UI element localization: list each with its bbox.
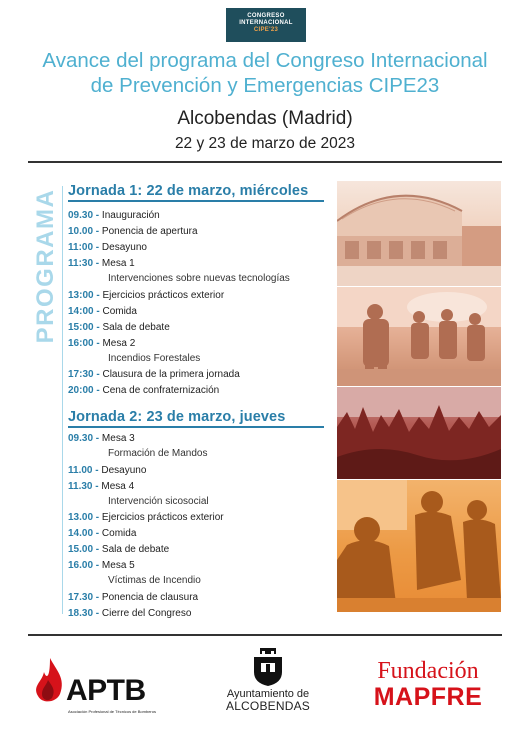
schedule-time: 10.00 <box>68 226 94 237</box>
schedule-activity: Comida <box>102 305 137 317</box>
schedule-item <box>68 606 336 622</box>
schedule-time: 16.00 <box>68 560 94 571</box>
schedule-activity: Desayuno <box>101 242 147 253</box>
schedule-time: 09.30 <box>68 433 94 444</box>
aptb-subtitle: Asociación Profesional de Técnicos de Bomberos <box>68 709 156 714</box>
schedule-separator: - <box>92 480 102 492</box>
aptb-name: APTB <box>66 674 146 707</box>
forest-fire-photo <box>337 387 501 479</box>
schedule-separator: - <box>93 226 102 237</box>
schedule-activity: Sala de debate <box>101 544 170 555</box>
schedule-time: 14.00 <box>68 528 94 539</box>
schedule-separator: - <box>93 210 102 221</box>
schedule-item <box>68 542 336 558</box>
schedule-time: 16:00 <box>68 337 94 349</box>
schedule-time: 17.30 <box>68 591 94 603</box>
title-line2: de Prevención y Emergencias CIPE23 <box>90 74 440 97</box>
schedule-item <box>68 336 336 352</box>
schedule-time: 11:30 <box>68 258 94 269</box>
schedule-time: 13:00 <box>68 289 94 301</box>
schedule-activity: Ponencia de clausura <box>101 591 199 603</box>
schedule-time: 09.30 <box>68 210 94 221</box>
schedule-time: 18.30 <box>68 607 94 619</box>
top-divider <box>28 161 502 163</box>
schedule-item <box>68 463 336 479</box>
schedule-item <box>68 208 336 224</box>
title-line1: Avance del programa del Congreso Internacional <box>42 49 488 72</box>
fundacion-mapfre-logo <box>348 658 508 710</box>
schedule-activity: Ejercicios prácticos exterior <box>102 289 225 301</box>
schedule-item <box>68 367 336 383</box>
schedule-separator: - <box>93 337 103 349</box>
badge-line2: INTERNACIONAL <box>239 20 293 26</box>
schedule-separator: - <box>92 464 102 476</box>
aptb-flame-icon <box>30 656 70 706</box>
schedule-item <box>68 288 336 304</box>
schedule-separator: - <box>93 607 102 619</box>
schedule-item <box>68 558 336 574</box>
mapfre-line2: MAPFRE <box>373 683 483 711</box>
schedule-separator: - <box>93 385 103 396</box>
alcobendas-line2: ALCOBENDAS <box>225 699 311 713</box>
day2-underline <box>68 426 324 428</box>
building-photo <box>337 181 501 286</box>
mapfre-line1: Fundación <box>377 658 479 684</box>
schedule-time: 17:30 <box>68 369 94 380</box>
schedule-separator: - <box>93 528 102 539</box>
schedule-item <box>68 256 336 272</box>
rescue-photo <box>337 480 501 612</box>
schedule-item <box>68 304 336 320</box>
side-label <box>34 186 58 346</box>
schedule-time: 15:00 <box>68 321 94 333</box>
schedule-subtitle: Víctimas de Incendio <box>108 575 201 586</box>
alcobendas-line1: Ayuntamiento de <box>226 688 310 700</box>
schedule-separator: - <box>93 544 102 555</box>
schedule-activity: Mesa 4 <box>101 480 135 492</box>
schedule-separator: - <box>93 560 102 571</box>
schedule-time: 20:00 <box>68 385 94 396</box>
schedule-separator: - <box>93 433 102 444</box>
alcobendas-logo <box>218 648 318 720</box>
firefighters-photo <box>337 287 501 386</box>
day2-title: Jornada 2: 23 de marzo, jueves <box>68 409 286 425</box>
schedule-item <box>68 526 336 542</box>
day1-schedule <box>68 208 336 399</box>
schedule-activity: Ponencia de apertura <box>101 226 198 237</box>
schedule-activity: Mesa 2 <box>102 337 136 349</box>
page-title <box>0 48 530 98</box>
schedule-item <box>68 320 336 336</box>
schedule-item <box>68 590 336 606</box>
schedule-subtitle: Intervenciones sobre nuevas tecnologías <box>108 273 290 284</box>
bottom-divider <box>28 634 502 636</box>
side-label-text: PROGRAMA <box>32 188 59 344</box>
badge-line3: CIPE'23 <box>253 27 279 33</box>
day2-schedule <box>68 431 336 622</box>
day1-underline <box>68 200 324 202</box>
schedule-separator: - <box>93 369 103 380</box>
congress-badge <box>226 8 306 42</box>
schedule-item <box>68 510 336 526</box>
schedule-time: 15.00 <box>68 544 94 555</box>
schedule-item <box>68 240 336 256</box>
schedule-item <box>68 224 336 240</box>
schedule-activity: Desayuno <box>101 464 147 476</box>
schedule-activity: Inauguración <box>101 210 160 221</box>
schedule-activity: Mesa 1 <box>101 258 135 269</box>
event-dates: 22 y 23 de marzo de 2023 <box>174 135 356 152</box>
aptb-logo <box>30 656 180 716</box>
event-city: Alcobendas (Madrid) <box>177 108 353 129</box>
schedule-separator: - <box>93 512 102 523</box>
schedule-time: 13.00 <box>68 512 94 523</box>
side-divider <box>62 186 63 614</box>
day1-title: Jornada 1: 22 de marzo, miércoles <box>68 183 309 199</box>
schedule-item <box>68 383 336 399</box>
schedule-item <box>68 479 336 495</box>
crest-icon <box>251 648 285 686</box>
schedule-separator: - <box>93 258 102 269</box>
schedule-activity: Cierre del Congreso <box>101 607 192 619</box>
schedule-subtitle: Intervención sicosocial <box>108 495 209 507</box>
schedule-separator: - <box>93 305 103 317</box>
schedule-subtitle: Formación de Mandos <box>108 448 208 459</box>
schedule-activity: Ejercicios prácticos exterior <box>101 512 224 523</box>
schedule-activity: Mesa 5 <box>101 560 135 571</box>
schedule-separator: - <box>93 289 103 301</box>
schedule-activity: Mesa 3 <box>101 433 135 444</box>
schedule-activity: Sala de debate <box>102 321 170 333</box>
schedule-time: 11:00 <box>68 242 94 253</box>
schedule-separator: - <box>93 591 102 603</box>
schedule-activity: Comida <box>101 528 137 539</box>
schedule-time: 11.00 <box>68 464 93 476</box>
schedule-activity: Cena de confraternización <box>102 385 220 396</box>
schedule-activity: Clausura de la primera jornada <box>102 369 240 380</box>
schedule-subtitle: Incendios Forestales <box>108 352 201 364</box>
schedule-time: 14:00 <box>68 305 94 317</box>
schedule-time: 11.30 <box>68 480 93 492</box>
badge-line1: CONGRESO <box>247 13 285 19</box>
schedule-item <box>68 431 336 447</box>
schedule-separator: - <box>93 321 103 333</box>
schedule-separator: - <box>93 242 102 253</box>
